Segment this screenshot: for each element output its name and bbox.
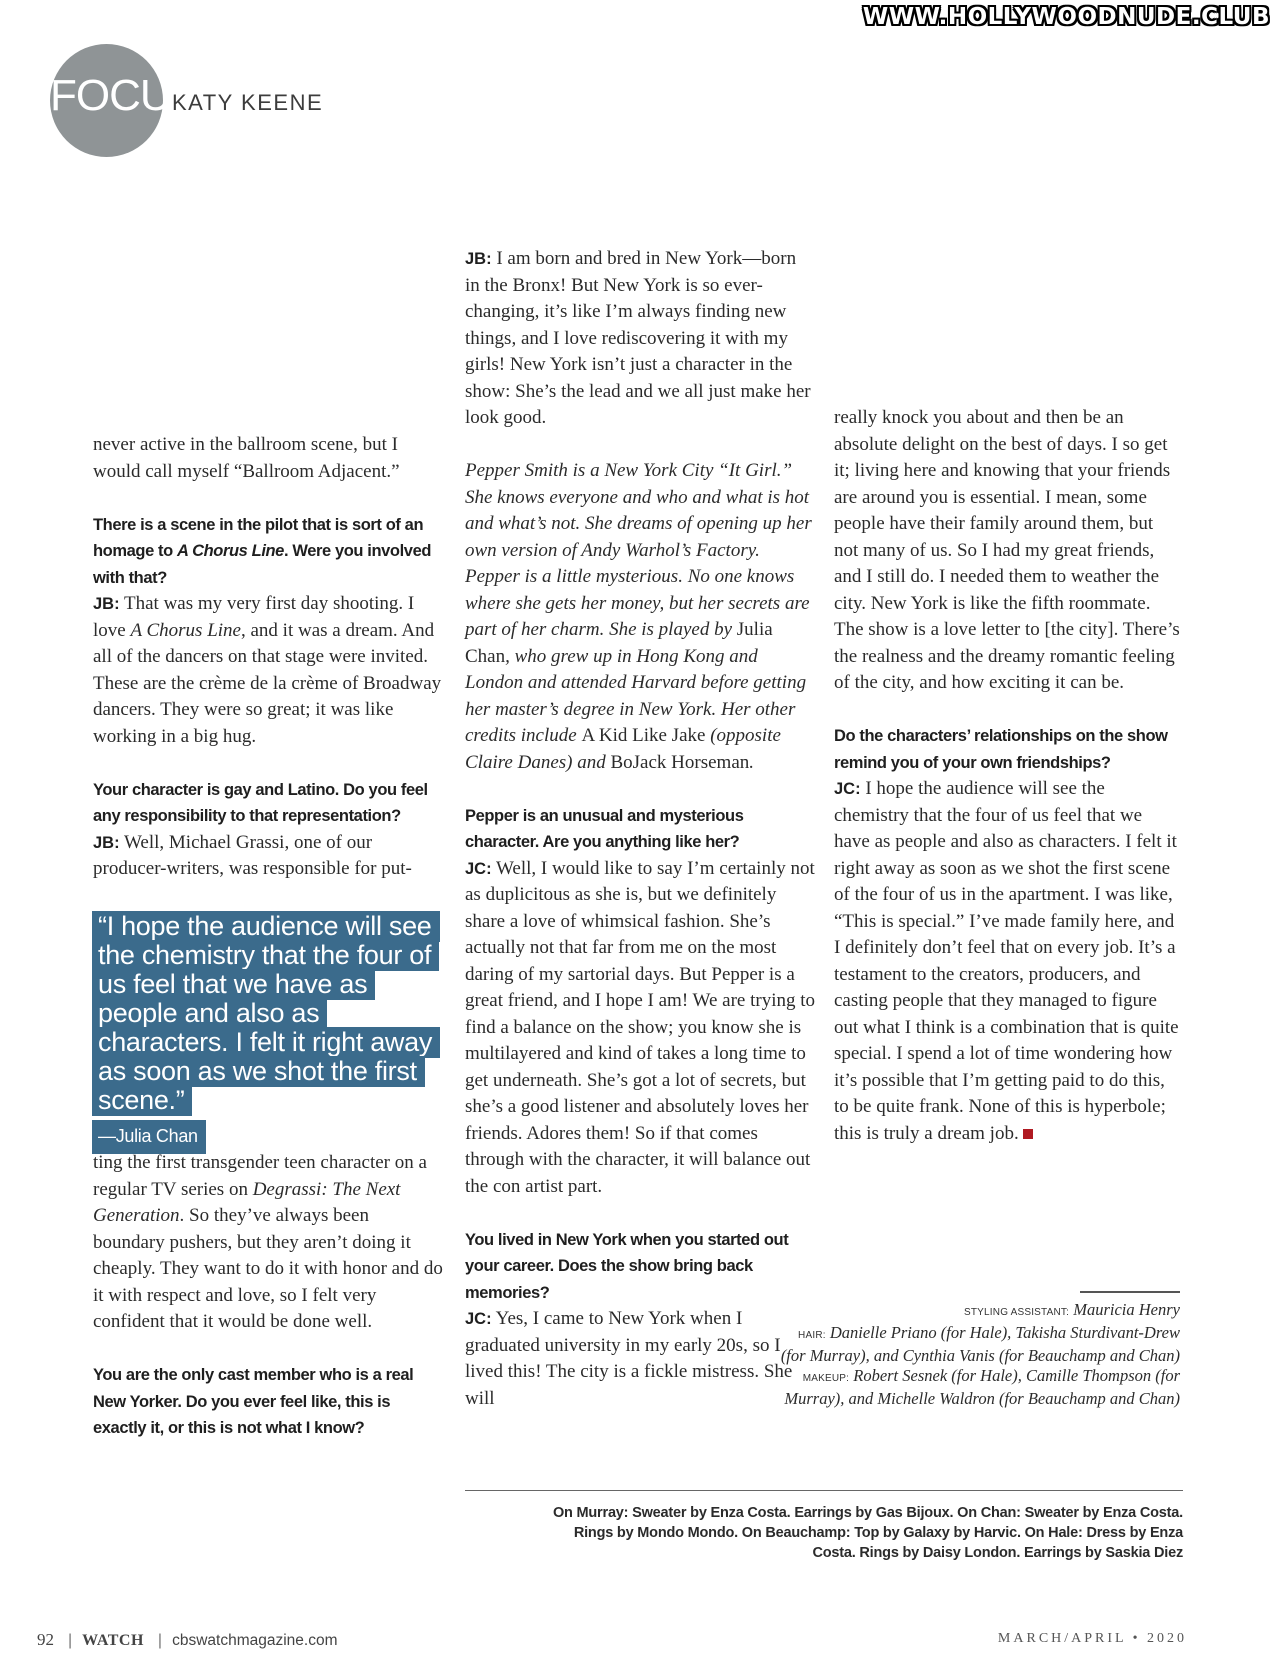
answer: JC: Well, I would like to say I’m certainly not as duplicitous as she is, but we definitely share a love of whimsical fashion. She’s actually not that far from me on the most daring of my sartorial days. But Pepper is a great friend, and I hope I am! We are trying to find a balance on the show; you know she is multilayered and kind of takes a long time to get underneath. She’s got a lot of secrets, but she’s a good listener and absolutely loves her friends. Adores them! So if that comes through with the character, it will balance out the con artist part.: [465, 857, 816, 1197]
styling-credits: STYLING ASSISTANT: Mauricia Henry HAIR: Danielle Priano (for Hale), Takisha Sturdivant-Drew (for Murray), and Cynthia Vanis (for Beauchamp and Chan) MAKEUP: Robert Sesnek (for Hale), Camille Thompson (for Murray), and Michelle Waldron (for Beauchamp and Chan): [780, 1300, 1180, 1408]
end-mark-icon: [1023, 1129, 1033, 1139]
answer: JB: I am born and bred in New York—born in the Bronx! But New York is so ever-changing, it’s like I’m always finding new things, and I love rediscovering it with my girls! New York isn’t just a character in the show: She’s the lead and we all just make her look good.: [465, 248, 811, 428]
footer-separator: |: [157, 1632, 163, 1649]
magazine-url[interactable]: cbswatchmagazine.com: [172, 1632, 338, 1649]
issue-date: MARCH/APRIL • 2020: [997, 1631, 1187, 1646]
paragraph: really knock you about and then be an absolute delight on the best of days. I so get it; living here and knowing that your friends are around you is essential. I mean, some people have their family around them, but not many of us. So I had my great friends, and I still do. I needed them to weather the city. New York is like the fifth roommate. The show is a love letter to [the city]. There’s the realness and the dreamy romantic feeling of the city, and how exciting it can be.: [834, 407, 1180, 693]
question: You are the only cast member who is a real New Yorker. Do you ever feel like, this is exactly it, or this is not what I know?: [93, 1366, 414, 1437]
answer: JB: Well, Michael Grassi, one of our producer-writers, was responsible for put-: [93, 831, 412, 879]
pull-quote: [92, 912, 442, 1154]
section-title: KATY KEENE: [172, 90, 324, 115]
answer: JC: Yes, I came to New York when I graduated university in my early 20s, so I lived this! The city is a fickle mistress. She will: [465, 1308, 793, 1409]
paragraph: never active in the ballroom scene, but I would call myself “Ballroom Adjacent.”: [93, 434, 400, 482]
magazine-brand: WATCH: [82, 1632, 144, 1649]
watermark: WWW.HOLLYWOODNUDE.CLUB: [862, 4, 1270, 30]
focus-label: FOCUS: [50, 71, 199, 120]
pull-quote-attribution: —Julia Chan: [92, 1120, 206, 1154]
paragraph: ting the first transgender teen character on a regular TV series on Degrassi: The Next Generation. So they’ve always been boundary pushers, but they aren’t doing it cheaply. They want to do it with honor and do it with respect and love, so I felt very confident that it would be done well.: [93, 1152, 443, 1332]
page-number: 92: [37, 1630, 54, 1649]
column-2: [465, 246, 815, 1439]
question: Do the characters’ relationships on the show remind you of your own friendships?: [834, 727, 1168, 772]
column-1-top: [93, 432, 443, 909]
footer-separator: |: [68, 1632, 73, 1649]
column-3: [834, 405, 1182, 1174]
pull-quote-text: “I hope the audience will see the chemistry that the four of us feel that we have as people and also as characters. I felt it right away as soon as we shot the first scene.”: [92, 911, 440, 1116]
question: Your character is gay and Latino. Do you feel any responsibility to that representation?: [93, 780, 428, 825]
column-1-bottom: [93, 1150, 443, 1442]
character-intro: Pepper Smith is a New York City “It Girl.” She knows everyone and who and what is hot and what’s not. She dreams of opening up her own version of Andy Warhol’s Factory. Pepper is a little mysterious. No one knows where she gets her money, but her secrets are part of her charm. She is played by Julia Chan, who grew up in Hong Kong and London and attended Harvard before getting her master’s degree in New York. Her other credits include A Kid Like Jake (opposite Claire Danes) and BoJack Horseman.: [465, 460, 812, 773]
credits-divider: [1080, 1291, 1180, 1293]
page-footer: [37, 1630, 1187, 1650]
answer: JB: That was my very first day shooting. I love A Chorus Line, and it was a dream. And all of the dancers on that stage were invited. These are the crème de la crème of Broadway dancers. They were so great; it was like working in a big hug.: [93, 593, 442, 747]
question: You lived in New York when you started out your career. Does the show bring back memories?: [465, 1230, 789, 1302]
answer: JC: I hope the audience will see the chemistry that the four of us feel that we have as people and also as characters. I felt it right away as soon as we shot the first scene of the four of us in the apartment. I was like, “This is special.” I’ve made family here, and I definitely don’t feel that on every job. It’s a testament to the creators, producers, and casting people that they managed to figure out what I think is a combination that is quite special. I spend a lot of time wondering how it’s possible that I’m getting paid to do this, to be quite frank. None of this is hyperbole; this is truly a dream job.: [834, 778, 1179, 1144]
question: There is a scene in the pilot that is sort of an homage to A Chorus Line. Were you involved with that?: [93, 515, 432, 587]
wardrobe-divider: [465, 1490, 1183, 1491]
wardrobe-credits: On Murray: Sweater by Enza Costa. Earrings by Gas Bijoux. On Chan: Sweater by Enza Costa. Rings by Mondo Mondo. On Beauchamp: Top by Galaxy by Harvic. On Hale: Dress by Enza Costa. Rings by Daisy London. Earrings by Saskia Diez: [552, 1505, 1183, 1561]
question: Pepper is an unusual and mysterious character. Are you anything like her?: [465, 806, 744, 851]
